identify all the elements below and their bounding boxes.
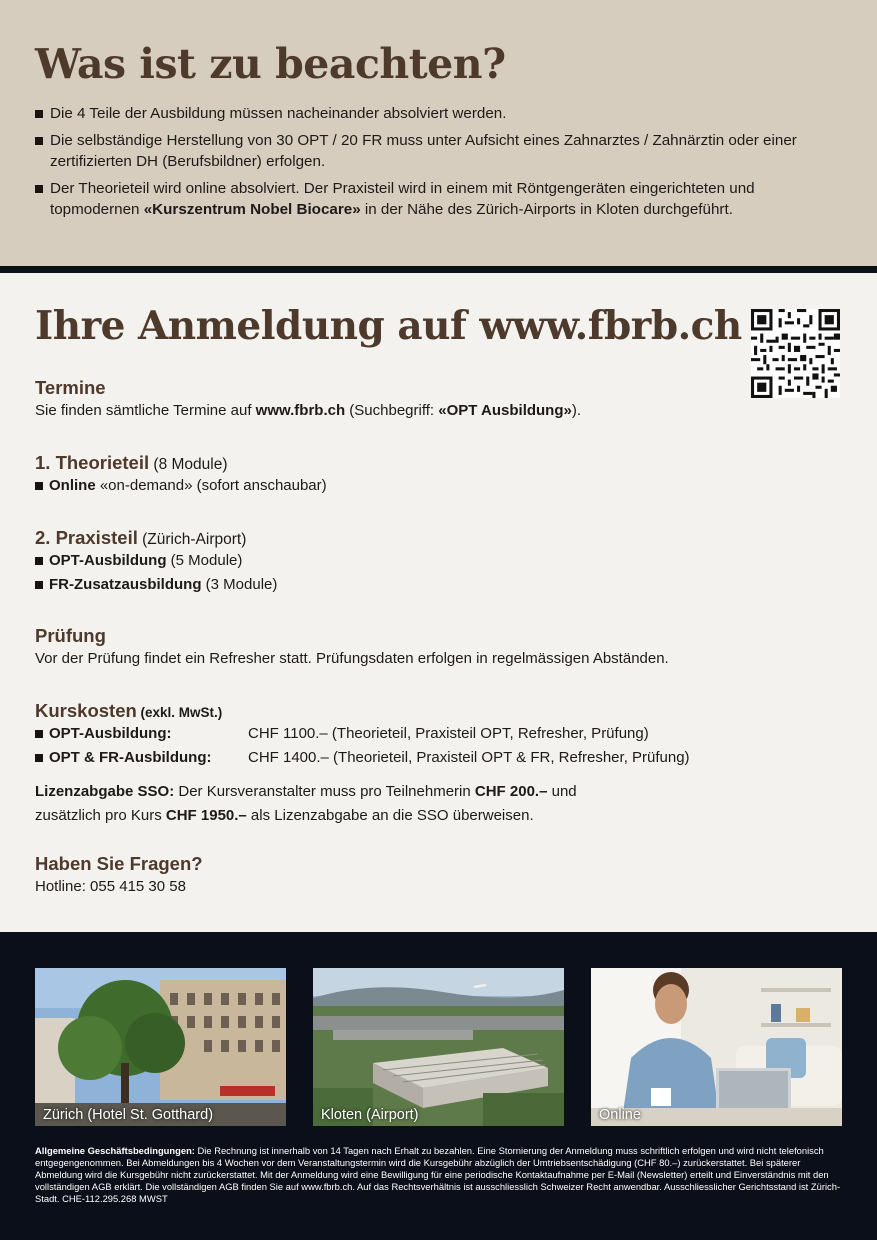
section-divider: [0, 266, 877, 273]
note-item: Die selbständige Herstellung von 30 OPT / 20 FR muss unter Aufsicht eines Zahnarztes / Zahnärztin oder einer zertifizierten DH (Berufsbildner) erfolgen.: [35, 130, 825, 172]
hotline-text: Hotline: 055 415 30 58: [35, 878, 186, 895]
website-link[interactable]: www.fbrb.ch: [255, 402, 346, 419]
registration-title: Ihre Anmeldung auf www.fbrb.ch: [35, 303, 742, 349]
online-learner-image: [591, 968, 842, 1126]
pruefung-block: [35, 625, 669, 671]
qr-code-icon[interactable]: [751, 309, 840, 398]
airport-image: [313, 968, 564, 1126]
license-text: Lizenzabgabe SSO: Der Kursveranstalter muss pro Teilnehmerin CHF 200.– und zusätzlich pro Kurs CHF 1950.– als Lizenzabgabe an die SSO überweisen.: [35, 783, 577, 824]
list-item: FR-Zusatzausbildung (3 Module): [35, 573, 277, 597]
price-row: OPT & FR-Ausbildung: CHF 1400.– (Theorieteil, Praxisteil OPT & FR, Refresher, Prüfung): [35, 746, 690, 770]
price-row: OPT-Ausbildung: CHF 1100.– (Theorieteil, Praxisteil OPT, Refresher, Prüfung): [35, 722, 690, 746]
photo-caption: Online: [599, 1107, 641, 1123]
theorie-block: [35, 452, 327, 498]
photo-caption: Kloten (Airport): [321, 1107, 419, 1123]
kosten-heading: Kurskosten (exkl. MwSt.): [35, 700, 223, 721]
photo-online: [591, 968, 842, 1126]
photo-kloten: [313, 968, 564, 1126]
list-item: OPT-Ausbildung (5 Module): [35, 549, 277, 573]
theorie-heading: 1. Theorieteil (8 Module): [35, 452, 228, 473]
praxis-block: [35, 527, 277, 597]
hotel-image: [35, 968, 286, 1126]
list-item: Online «on-demand» (sofort anschaubar): [35, 474, 327, 498]
top-title: Was ist zu beachten?: [35, 40, 506, 88]
kosten-block: [35, 700, 690, 828]
registration-section: [0, 273, 877, 932]
terms-text: Allgemeine Geschäftsbedingungen: Die Rechnung ist innerhalb von 14 Tagen nach Erhalt zu bezahlen. Eine Stornierung der Anmeldung muss schriftlich erfolgen und wird nicht telefonisch entgegengenommen. Bei Abmeldungen bis 4 Wochen vor dem Veranstaltungstermin wird die Kursgebühr abzüglich der Umtriebsentschädigung (CHF 80.–) zurückerstattet. Bei späterer Abmeldung wird die Kursgebühr nicht zurückerstattet. Mit der Anmeldung wird eine Bewilligung für eine periodische Kontaktaufnahme per E-Mail (Newsletter) erteilt und Einverständnis mit den vollständigen AGB erklärt. Die vollständigen AGB finden Sie auf www.fbrb.ch. Auf das Rechtsverhältnis ist ausschliesslich Schweizer Recht anwendbar. Ausschliesslicher Gerichtsstand ist Zürich-Stadt. CHE-112.295.268 MWST: [35, 1145, 841, 1204]
note-item: Der Theorieteil wird online absolviert. Der Praxisteil wird in einem mit Röntgengeräten eingerichteten und topmodernen «Kurszentrum Nobel Biocare» in der Nähe des Zürich-Airports in Kloten durchgeführt.: [35, 178, 825, 220]
photo-zurich: [35, 968, 286, 1126]
footer-section: [0, 932, 877, 1240]
note-item: Die 4 Teile der Ausbildung müssen nacheinander absolviert werden.: [35, 103, 825, 124]
note-list: [35, 103, 825, 226]
termine-heading: Termine: [35, 377, 106, 398]
termine-text: Sie finden sämtliche Termine auf www.fbrb.ch (Suchbegriff: «OPT Ausbildung»).: [35, 402, 582, 419]
photo-caption: Zürich (Hotel St. Gotthard): [43, 1107, 214, 1123]
contact-block: [35, 853, 203, 899]
termine-block: [35, 377, 581, 423]
pruefung-heading: Prüfung: [35, 625, 106, 646]
top-section: [0, 0, 877, 266]
pruefung-text: Vor der Prüfung findet ein Refresher statt. Prüfungsdaten erfolgen in regelmässigen Abständen.: [35, 650, 669, 667]
contact-heading: Haben Sie Fragen?: [35, 853, 203, 874]
praxis-heading: 2. Praxisteil (Zürich-Airport): [35, 527, 247, 548]
